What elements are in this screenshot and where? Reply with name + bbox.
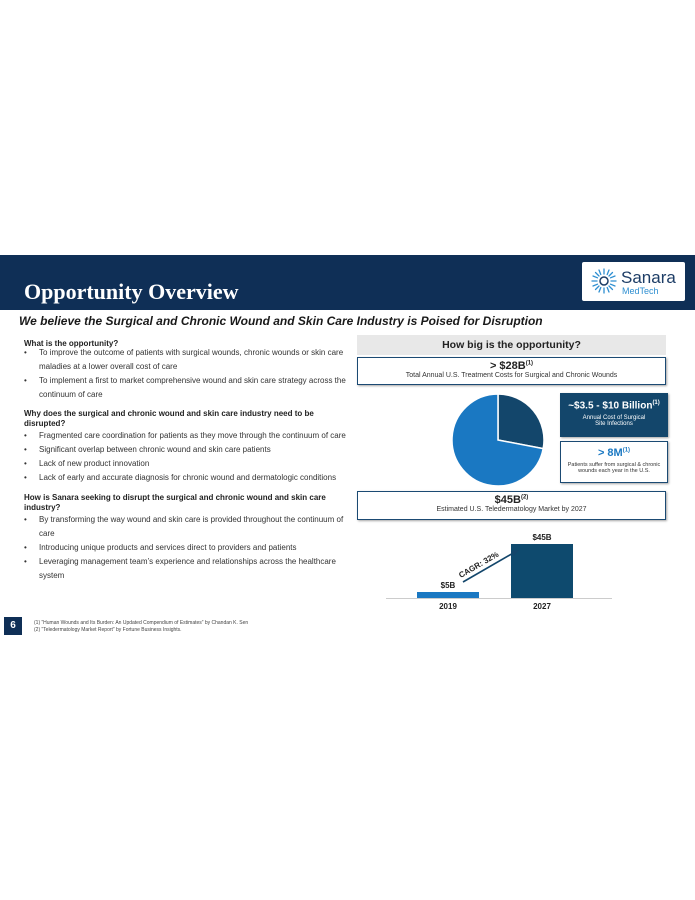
bullet-item: • Lack of new product innovation [24,457,349,471]
patients-caption-2: wounds each year in the U.S. [578,468,650,474]
footnote-1: (1) “Human Wounds and Its Burden: An Updated Compendium of Estimates” by Chandan K. Sen [34,620,249,626]
patients-value-line [561,447,667,459]
bullet-item: • To implement a first to market comprehensive wound and skin care strategy across the continuum of care [24,374,349,402]
bullet-item: • Lack of early and accurate diagnosis for chronic wound and dermatologic conditions [24,471,349,485]
total-cost-box [357,357,666,385]
bullet-item: • Significant overlap between chronic wound and skin care patients [24,443,349,457]
section-heading-why: Why does the surgical and chronic wound and skin care industry need to be disrupted? [24,409,314,428]
ssi-caption-2: Site Infections [595,421,633,428]
section-heading-what: What is the opportunity? [24,339,119,348]
page-title: Opportunity Overview [24,279,239,304]
sanara-logo-icon [589,266,619,296]
logo-name: Sanara [621,268,676,287]
total-cost-value: > $28B [489,360,526,372]
bar-data-label: $45B [532,533,552,542]
tele-value-line [358,494,665,506]
pie-slice-0 [498,394,544,449]
bullet-item: • Introducing unique products and services direct to providers and patients [24,541,349,555]
x-tick-label: 2019 [439,602,457,611]
tele-value: $45B [494,494,521,506]
section-heading-how: How is Sanara seeking to disrupt the surgical and chronic wound and skin care industry? [24,493,326,512]
bullet-item: • To improve the outcome of patients with surgical wounds, chronic wounds or skin care maladies at a lower overall cost of care [24,346,349,374]
bar-data-label: $5B [440,581,456,590]
x-tick-label: 2027 [533,602,551,611]
bullet-item: • Leveraging management team’s experience and relationships across the healthcare system [24,555,349,583]
tele-caption: Estimated U.S. Teledermatology Market by 2027 [436,506,587,513]
ssi-cost-box [560,393,668,437]
bullet-item: • By transforming the way wound and skin care is provided throughout the continuum of care [24,513,349,541]
patients-caption-1: Patients suffer from surgical & chronic [567,462,661,468]
slide-subtitle: We believe the Surgical and Chronic Wound and Skin Care Industry is Poised for Disruption [19,314,543,328]
bullet-item: • Fragmented care coordination for patients as they move through the continuum of care [24,429,349,443]
total-cost-footnote: (1) [525,360,534,367]
tele-footnote: (2) [520,494,529,501]
ssi-value-line [560,400,668,411]
footnote-2: (2) “Teledermatology Market Report” by Fortune Business Insights. [34,627,182,633]
patients-footnote: (1) [622,447,631,454]
logo-subtitle: MedTech [622,286,659,296]
bar-2027 [511,544,573,598]
total-cost-caption: Total Annual U.S. Treatment Costs for Surgical and Chronic Wounds [405,372,618,379]
total-cost-value-line [358,360,665,372]
opportunity-heading: How big is the opportunity? [357,335,666,355]
pie-chart [448,390,548,490]
ssi-caption-1: Annual Cost of Surgical [582,415,646,422]
teledermatology-box [357,491,666,520]
ssi-value: ~$3.5 - $10 Billion [568,400,653,412]
ssi-footnote: (1) [652,400,660,406]
patients-value: > 8M [597,447,623,459]
bar-chart [380,525,620,617]
patients-box [560,441,668,483]
cagr-label: CAGR: 32% [457,549,501,580]
page-number: 6 [4,617,22,635]
bar-2019 [417,592,479,598]
